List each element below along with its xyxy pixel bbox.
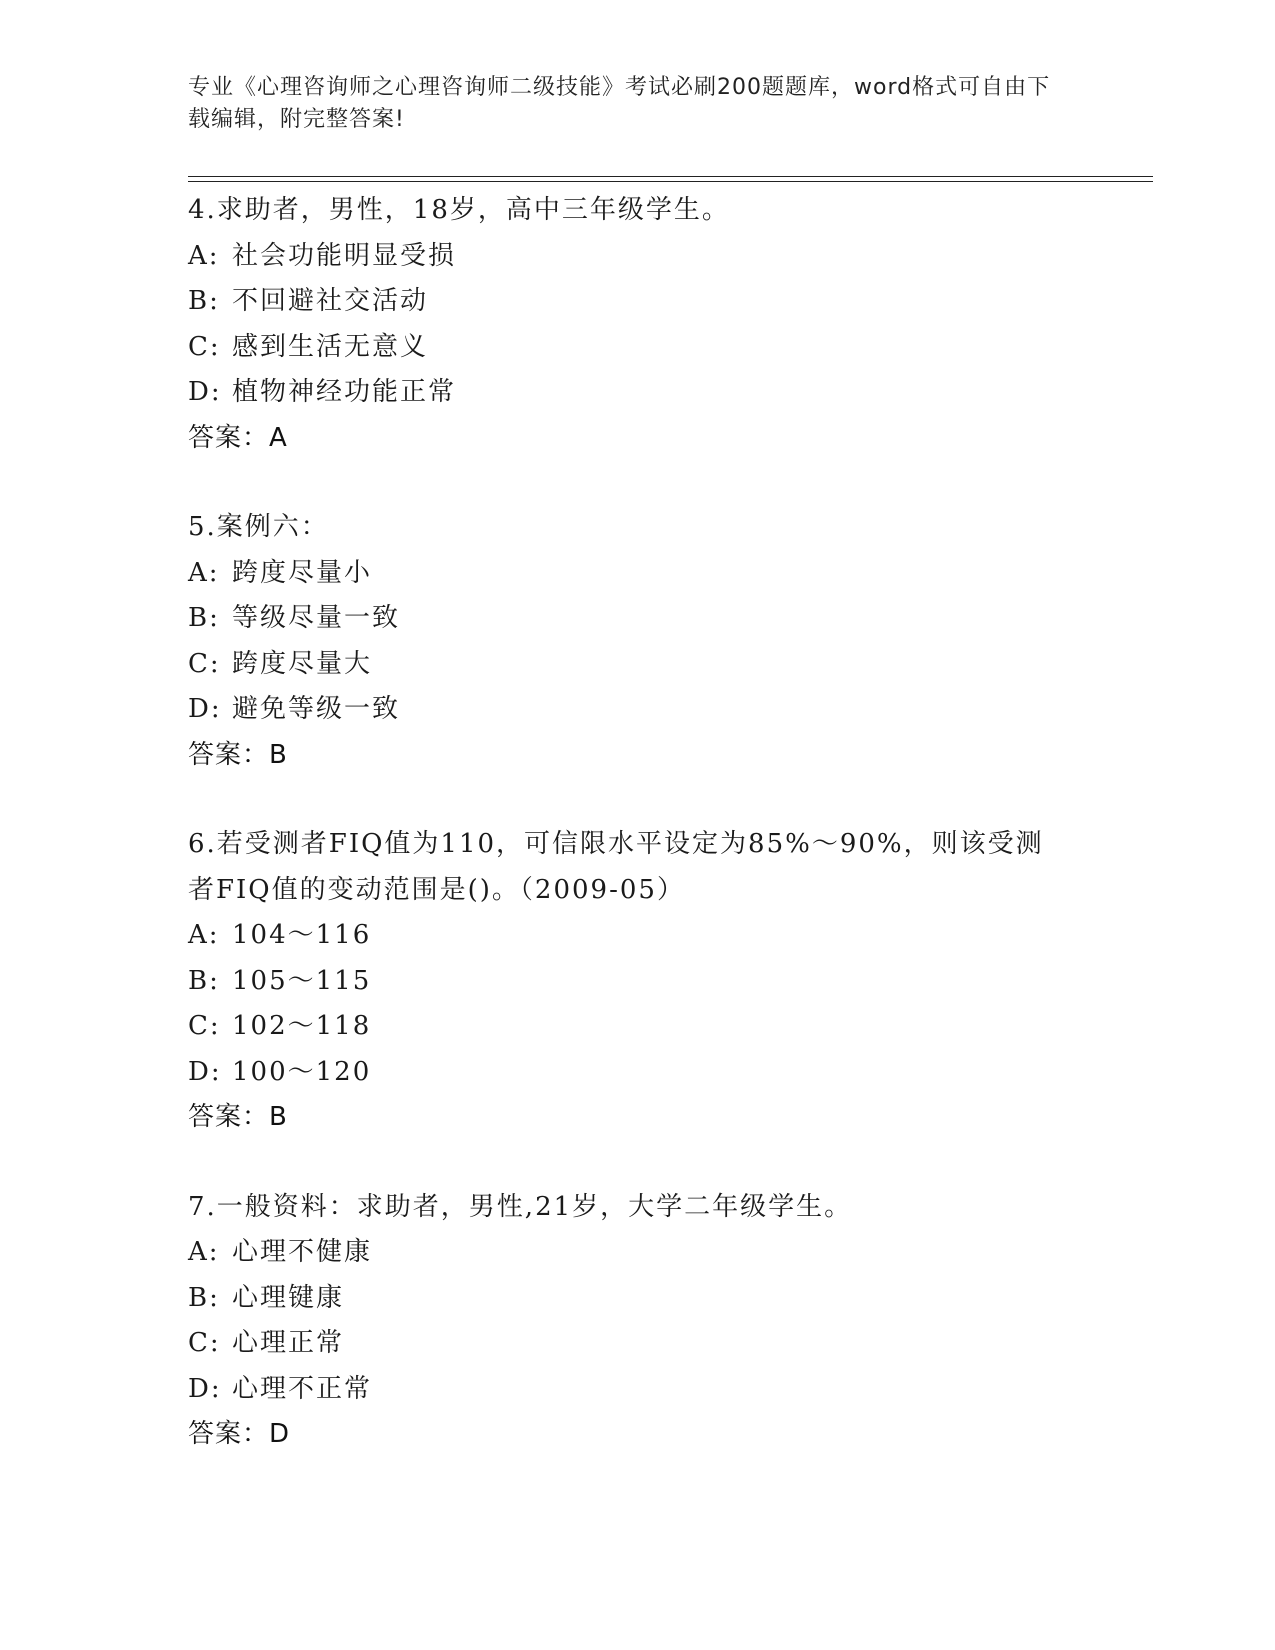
option-letter: A: [188,920,220,950]
option-text: 跨度尽量小 [232,557,373,588]
option-text: 105～115 [232,965,372,996]
option-a [188,1230,1153,1276]
document-header: 专业《心理咨询师之心理咨询师二级技能》考试必刷200题题库，word格式可自由下载编辑，附完整答案! [188,75,1051,132]
option-text: 避免等级一致 [232,694,401,724]
answer-line: 答案：D [188,1419,291,1449]
question-list [188,188,1153,1502]
option-letter: B: [188,965,220,996]
header-divider-bottom [188,181,1153,182]
option-text: 等级尽量一致 [232,603,401,633]
option-letter: B: [188,603,220,633]
question-stem: 7.一般资料：求助者，男性,21岁，大学二年级学生。 [188,1191,853,1222]
option-text: 心理不正常 [232,1373,373,1404]
option-b [188,596,1153,642]
option-b [188,1276,1153,1322]
option-letter: C: [188,1011,221,1041]
option-letter: D: [188,1056,222,1087]
option-c [188,325,1153,371]
option-text: 100～120 [232,1056,372,1087]
option-a [188,913,1153,959]
question-item [188,1185,1153,1458]
question-item [188,505,1153,778]
header-divider-top [188,176,1153,177]
option-text: 植物神经功能正常 [232,377,457,407]
answer-line: 答案：A [188,422,288,453]
option-text: 104～116 [232,920,372,950]
question-item [188,188,1153,461]
option-d [188,1050,1153,1096]
option-letter: C: [188,331,221,362]
option-letter: A: [188,557,220,588]
question-stem: 4.求助者，男性，18岁，高中三年级学生。 [188,195,730,225]
question-stem: 5.案例六： [188,512,329,542]
question-item [188,822,1153,1141]
option-c [188,642,1153,688]
answer-line: 答案：B [188,1102,288,1132]
option-text: 感到生活无意义 [232,331,429,362]
option-b [188,279,1153,325]
option-letter: B: [188,286,220,316]
option-b [188,959,1153,1005]
option-letter: D: [188,694,222,724]
option-text: 跨度尽量大 [232,648,373,679]
option-d [188,687,1153,733]
option-letter: A: [188,240,220,271]
option-letter: C: [188,648,221,679]
option-a [188,551,1153,597]
option-letter: A: [188,1237,220,1267]
option-letter: D: [188,377,222,407]
option-letter: D: [188,1373,222,1404]
option-c [188,1321,1153,1367]
option-letter: B: [188,1282,220,1313]
answer-line: 答案：B [188,739,288,770]
option-letter: C: [188,1328,221,1358]
option-text: 社会功能明显受损 [232,240,457,271]
option-text: 心理键康 [232,1282,345,1313]
option-a [188,234,1153,280]
option-text: 102～118 [232,1011,372,1041]
question-stem: 6.若受测者FIQ值为110，可信限水平设定为85%～90%，则该受测者FIQ值的变动范围是()。（2009-05） [188,829,1044,905]
option-text: 心理不健康 [232,1237,373,1267]
option-d [188,370,1153,416]
option-c [188,1004,1153,1050]
option-text: 不回避社交活动 [232,286,429,316]
option-text: 心理正常 [232,1328,345,1358]
option-d [188,1367,1153,1413]
